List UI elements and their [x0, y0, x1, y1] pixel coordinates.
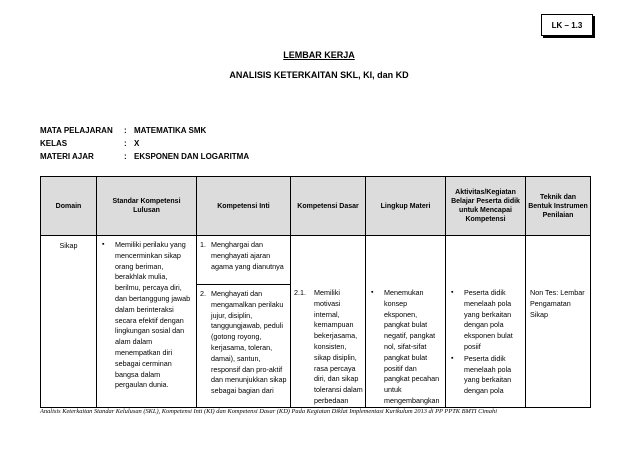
list-item: [446, 284, 525, 353]
bullet-icon: ▪: [102, 241, 105, 248]
document-title: LEMBAR KERJA: [283, 50, 355, 60]
kd-text: Memiliki motivasi internal, kemampuan bekerjasama, konsisten, sikap disiplin, rasa percaya diri, dan sikap toleransi dalam perbedaan: [314, 288, 363, 405]
kd-number: 2.1.: [294, 288, 306, 297]
list-item: [446, 353, 525, 397]
meta-label: MATERI AJAR: [40, 152, 94, 161]
cell-teknik: [526, 236, 591, 408]
analysis-table: [40, 176, 591, 408]
meta-row-class: [40, 137, 249, 150]
header-aktivitas: Aktivitas/Kegiatan Belajar Peserta didik untuk Mencapai Kompetensi: [446, 177, 526, 236]
page-footer: Analisis Keterkaitan Standar Kelulusan (SKL), Kompetensi Inti (KI) dan Kompetensi Dasar (KD) Pada Kegiatan Diklat Implementasi Kurikulum 2013 di PP PPTK BMTI Cimahi: [40, 408, 497, 415]
ki-text: Menghayati dan mengamalkan perilaku jujur, disiplin, tanggungjawab, peduli (gotong royong, kerjasama, toleran, damai), santun, responsif dan pro-aktif dan menunjukkan sikap sebagai bagian dari: [211, 289, 287, 396]
ki-item-2: [197, 285, 290, 397]
cell-domain: Sikap: [41, 236, 97, 408]
aktivitas-text: Peserta didik menelaah pola yang berkaitan dengan pola: [464, 353, 512, 396]
document-code-badge: LK – 1.3: [541, 14, 593, 36]
header-kd: Kompetensi Dasar: [291, 177, 366, 236]
cell-ki: [197, 236, 291, 408]
meta-label: KELAS: [40, 139, 68, 148]
lingkup-text: Menemukan konsep eksponen, pangkat bulat negatif, pangkat nol, sifat-sifat pangkat bulat positif dan pangkat pecahan untuk mengembangkan: [384, 288, 440, 405]
meta-colon: :: [124, 139, 127, 148]
meta-value: EKSPONEN DAN LOGARITMA: [134, 152, 250, 161]
header-teknik: Teknik dan Bentuk Instrumen Penilaian: [526, 177, 591, 236]
cell-skl: [97, 236, 197, 408]
bullet-icon: ▪: [371, 289, 374, 296]
bullet-icon: ▪: [451, 289, 454, 296]
table-header-row: [41, 177, 591, 236]
meta-colon: :: [124, 126, 127, 135]
document-subtitle: ANALISIS KETERKAITAN SKL, KI, dan KD: [229, 70, 409, 80]
header-lingkup: Lingkup Materi: [366, 177, 446, 236]
ki-number: 2.: [200, 289, 206, 298]
header-ki: Kompetensi Inti: [197, 177, 291, 236]
ki-text: Menghargai dan menghayati ajaran agama yang dianutnya: [211, 240, 284, 271]
bullet-icon: ▪: [451, 354, 454, 362]
table-row: [41, 236, 591, 408]
ki-number: 1.: [200, 240, 206, 249]
header-skl: Standar Kompetensi Lulusan: [97, 177, 197, 236]
meta-block: [40, 124, 249, 163]
meta-row-material: [40, 150, 249, 163]
header-domain: Domain: [41, 177, 97, 236]
meta-value: MATEMATIKA SMK: [134, 126, 207, 135]
cell-aktivitas: [446, 236, 526, 408]
cell-lingkup: [366, 236, 446, 408]
ki-item-1: [197, 236, 290, 285]
skl-text: Memiliki perilaku yang mencerminkan sikap orang beriman, berakhlak mulia, berilmu, percaya diri, dan bertanggung jawab dalam berinteraksi secara efektif dengan lingkungan sosial dan alam dalam menempatkan diri sebagai cerminan bangsa dalam pergaulan dunia.: [115, 240, 191, 390]
meta-colon: :: [124, 152, 127, 161]
meta-value: X: [134, 139, 140, 148]
cell-kd: [291, 236, 366, 408]
meta-label: MATA PELAJARAN: [40, 126, 113, 135]
meta-row-subject: [40, 124, 249, 137]
teknik-text: Non Tes: Lembar Pengamatan Sikap: [530, 288, 585, 319]
aktivitas-text: Peserta didik menelaah pola yang berkaitan dengan pola eksponen bulat posiif: [464, 288, 513, 351]
